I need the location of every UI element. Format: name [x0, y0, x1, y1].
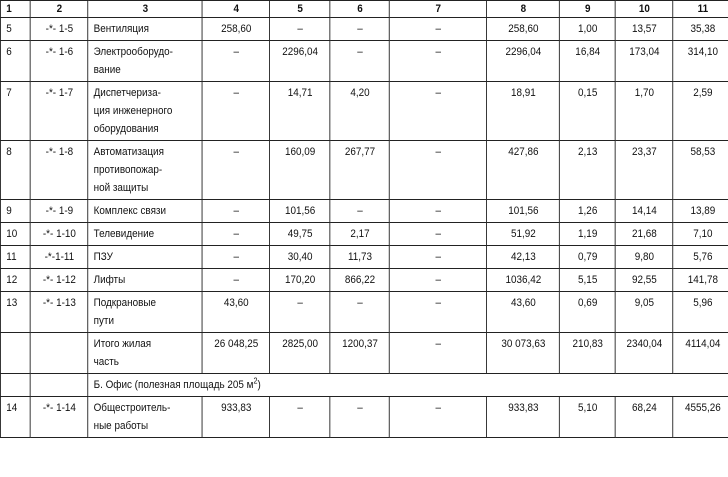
value-cell: 4114,04 [673, 333, 728, 374]
description-cell: Лифты [88, 269, 202, 292]
value-cell: 1036,42 [486, 269, 559, 292]
value-cell: 173,04 [615, 41, 673, 82]
code-cell: -*- 1-8 [30, 141, 88, 200]
value-cell: – [270, 292, 330, 333]
table-row [0, 141, 728, 200]
value-cell: 267,77 [330, 141, 389, 200]
section-title-text: Б. Офис (полезная площадь 205 м [93, 379, 254, 391]
row-number: 11 [0, 246, 30, 269]
description-cell: Комплекс связи [88, 200, 202, 223]
description-cell: Вентиляция [88, 18, 202, 41]
header-cell: 7 [389, 1, 486, 18]
value-cell: – [389, 269, 486, 292]
value-cell: 427,86 [486, 141, 559, 200]
code-cell: -*- 1-13 [30, 292, 88, 333]
header-cell: 2 [30, 1, 88, 18]
value-cell: 258,60 [486, 18, 559, 41]
value-cell: 14,71 [270, 82, 330, 141]
value-cell: 1,00 [559, 18, 615, 41]
value-cell: 933,83 [202, 397, 270, 438]
value-cell: 1,19 [559, 223, 615, 246]
value-cell: 21,68 [615, 223, 673, 246]
header-cell: 5 [270, 1, 330, 18]
value-cell: 92,55 [615, 269, 673, 292]
value-cell: – [330, 18, 389, 41]
description-cell: Автоматизация противопожар- ной защиты [88, 141, 202, 200]
value-cell: 0,69 [559, 292, 615, 333]
table-row [0, 246, 728, 269]
code-cell: -*- 1-5 [30, 18, 88, 41]
value-cell: 18,91 [486, 82, 559, 141]
value-cell: – [330, 292, 389, 333]
value-cell: 933,83 [486, 397, 559, 438]
header-cell: 10 [615, 1, 673, 18]
section-title-sup: 2 [253, 376, 258, 386]
value-cell: 2340,04 [615, 333, 673, 374]
header-cell: 11 [673, 1, 728, 18]
empty-cell [0, 374, 30, 397]
header-cell: 9 [559, 1, 615, 18]
value-cell: – [389, 223, 486, 246]
value-cell: – [330, 397, 389, 438]
code-cell: -*- 1-10 [30, 223, 88, 246]
code-cell: -*- 1-14 [30, 397, 88, 438]
value-cell: 11,73 [330, 246, 389, 269]
value-cell: 30,40 [270, 246, 330, 269]
table-row [0, 223, 728, 246]
value-cell: – [202, 223, 270, 246]
value-cell: 5,76 [673, 246, 728, 269]
section-title-tail: ) [257, 379, 261, 391]
value-cell: 1200,37 [330, 333, 389, 374]
value-cell: 141,78 [673, 269, 728, 292]
value-cell: 5,15 [559, 269, 615, 292]
section-row [0, 374, 728, 397]
value-cell: – [202, 200, 270, 223]
value-cell: – [389, 333, 486, 374]
value-cell: 23,37 [615, 141, 673, 200]
description-cell: Итого жилая часть [88, 333, 202, 374]
value-cell: 9,80 [615, 246, 673, 269]
value-cell: 101,56 [270, 200, 330, 223]
description-cell: ПЗУ [88, 246, 202, 269]
code-cell: -*- 1-6 [30, 41, 88, 82]
description-cell: Диспетчериза- ция инженерного оборудования [88, 82, 202, 141]
value-cell: – [270, 397, 330, 438]
value-cell: 68,24 [615, 397, 673, 438]
value-cell: 13,89 [673, 200, 728, 223]
table-row [0, 41, 728, 82]
value-cell: 51,92 [486, 223, 559, 246]
empty-cell [30, 374, 88, 397]
description-cell: Общестроитель- ные работы [88, 397, 202, 438]
value-cell: – [202, 246, 270, 269]
value-cell: – [389, 397, 486, 438]
code-cell: -*- 1-7 [30, 82, 88, 141]
value-cell: 2296,04 [270, 41, 330, 82]
value-cell: 160,09 [270, 141, 330, 200]
value-cell: 2,59 [673, 82, 728, 141]
row-number: 9 [0, 200, 30, 223]
table-row [0, 269, 728, 292]
section-title [88, 374, 728, 397]
value-cell: 5,10 [559, 397, 615, 438]
value-cell: 2,13 [559, 141, 615, 200]
value-cell: 4,20 [330, 82, 389, 141]
row-number [0, 333, 30, 374]
header-cell: 6 [330, 1, 389, 18]
table-row [0, 292, 728, 333]
value-cell: 210,83 [559, 333, 615, 374]
row-number: 8 [0, 141, 30, 200]
value-cell: 2,17 [330, 223, 389, 246]
value-cell: – [389, 246, 486, 269]
value-cell: – [202, 269, 270, 292]
value-cell: 43,60 [486, 292, 559, 333]
value-cell: 0,79 [559, 246, 615, 269]
row-number: 13 [0, 292, 30, 333]
value-cell: – [389, 41, 486, 82]
value-cell: 14,14 [615, 200, 673, 223]
header-cell: 8 [486, 1, 559, 18]
value-cell: 42,13 [486, 246, 559, 269]
table-row [0, 200, 728, 223]
value-cell: – [202, 82, 270, 141]
value-cell: 0,15 [559, 82, 615, 141]
code-cell: -*-1-11 [30, 246, 88, 269]
value-cell: 314,10 [673, 41, 728, 82]
header-cell: 4 [202, 1, 270, 18]
value-cell: 4555,26 [673, 397, 728, 438]
total-row [0, 333, 728, 374]
header-row [0, 1, 728, 18]
value-cell: – [389, 18, 486, 41]
value-cell: 2825,00 [270, 333, 330, 374]
value-cell: – [330, 200, 389, 223]
header-cell: 1 [0, 1, 30, 18]
value-cell: 1,70 [615, 82, 673, 141]
description-cell: Электрооборудо- вание [88, 41, 202, 82]
code-cell: -*- 1-9 [30, 200, 88, 223]
header-cell: 3 [88, 1, 202, 18]
value-cell: 13,57 [615, 18, 673, 41]
value-cell: – [202, 41, 270, 82]
value-cell: 26 048,25 [202, 333, 270, 374]
description-cell: Телевидение [88, 223, 202, 246]
value-cell: 101,56 [486, 200, 559, 223]
value-cell: 170,20 [270, 269, 330, 292]
value-cell: 49,75 [270, 223, 330, 246]
value-cell: 866,22 [330, 269, 389, 292]
value-cell: – [330, 41, 389, 82]
value-cell: 7,10 [673, 223, 728, 246]
value-cell: – [389, 141, 486, 200]
value-cell: 16,84 [559, 41, 615, 82]
row-number: 7 [0, 82, 30, 141]
description-cell: Подкрановые пути [88, 292, 202, 333]
value-cell: 1,26 [559, 200, 615, 223]
row-number: 14 [0, 397, 30, 438]
row-number: 5 [0, 18, 30, 41]
value-cell: 35,38 [673, 18, 728, 41]
value-cell: 30 073,63 [486, 333, 559, 374]
value-cell: – [270, 18, 330, 41]
table-row [0, 397, 728, 438]
value-cell: 43,60 [202, 292, 270, 333]
row-number: 6 [0, 41, 30, 82]
value-cell: – [202, 141, 270, 200]
value-cell: 258,60 [202, 18, 270, 41]
value-cell: 2296,04 [486, 41, 559, 82]
code-cell: -*- 1-12 [30, 269, 88, 292]
value-cell: – [389, 292, 486, 333]
value-cell: – [389, 200, 486, 223]
table-row [0, 18, 728, 41]
table-row [0, 82, 728, 141]
row-number: 10 [0, 223, 30, 246]
value-cell: 9,05 [615, 292, 673, 333]
value-cell: 58,53 [673, 141, 728, 200]
value-cell: – [389, 82, 486, 141]
code-cell [30, 333, 88, 374]
value-cell: 5,96 [673, 292, 728, 333]
row-number: 12 [0, 269, 30, 292]
